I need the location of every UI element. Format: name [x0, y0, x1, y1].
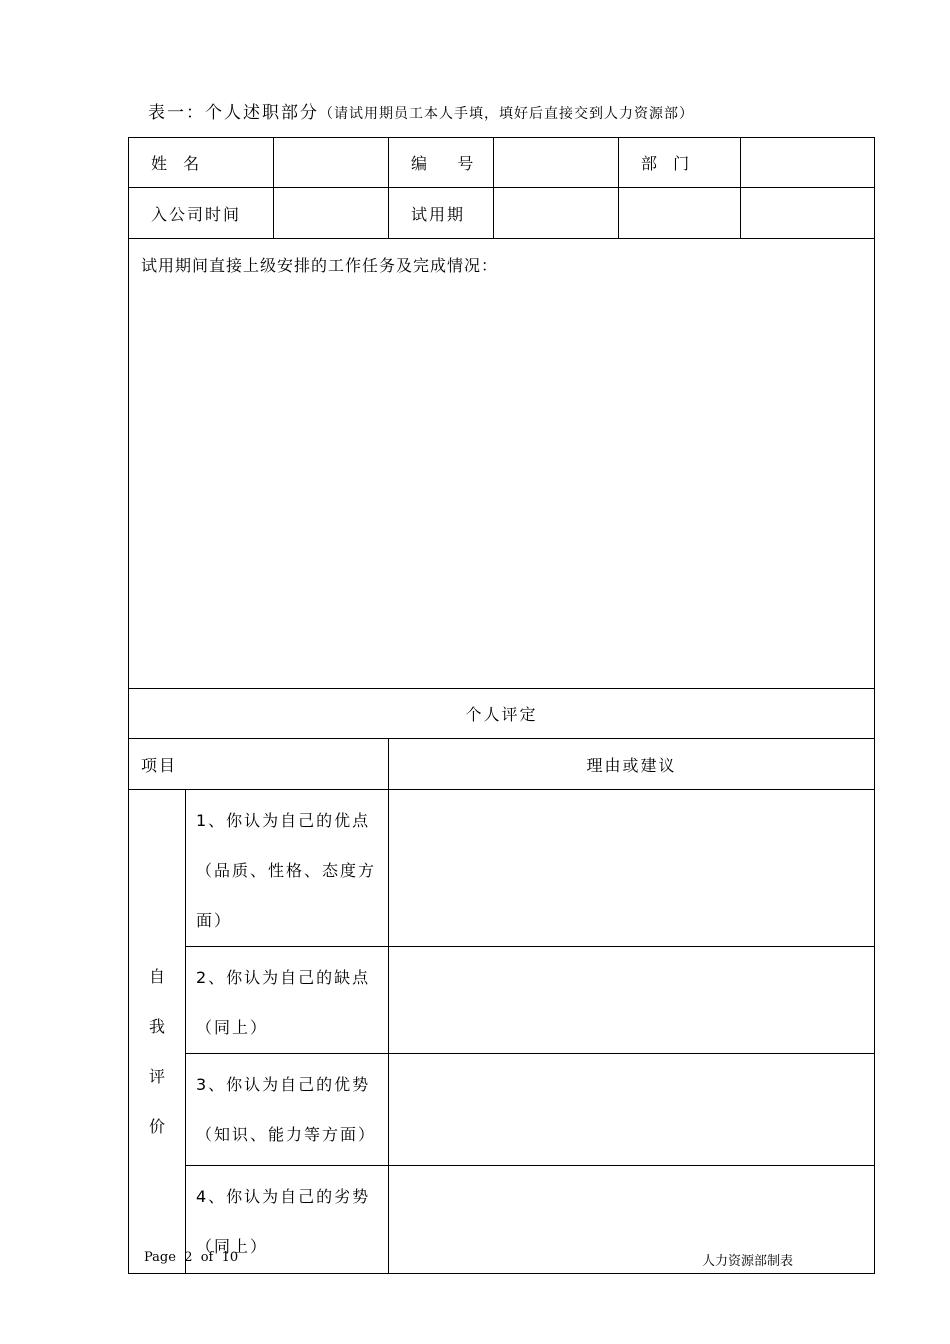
item-column-header: 项目: [129, 739, 389, 790]
number-field[interactable]: [494, 138, 619, 188]
answer-weaknesses[interactable]: [389, 947, 875, 1054]
empty-cell-a[interactable]: [619, 188, 741, 239]
probation-label: 试用期: [389, 188, 494, 239]
reason-column-header: 理由或建议: [389, 739, 875, 790]
join-date-field[interactable]: [274, 188, 389, 239]
answer-disadvantages[interactable]: [389, 1166, 875, 1274]
join-date-label: 入公司时间: [129, 188, 274, 239]
self-eval-char: 我: [148, 1016, 165, 1036]
self-eval-char: 评: [148, 1066, 165, 1086]
question-row-3: [129, 1054, 875, 1166]
form-title: [148, 98, 694, 123]
question-row-2: [129, 947, 875, 1054]
evaluation-title-row: [129, 689, 875, 739]
evaluation-title: 个人评定: [129, 689, 875, 739]
question-row-1: [129, 790, 875, 947]
answer-strengths[interactable]: [389, 790, 875, 947]
question-weaknesses: 2、你认为自己的缺点（同上）: [186, 947, 389, 1054]
header-row-2: [129, 188, 875, 239]
self-evaluation-label: [129, 790, 186, 1274]
form-title-instruction: （请试用期员工本人手填，填好后直接交到人力资源部）: [319, 106, 694, 122]
question-strengths: 1、你认为自己的优点（品质、性格、态度方面）: [186, 790, 389, 947]
self-report-form: [128, 137, 875, 1274]
footer-maker: 人力资源部制表: [702, 1254, 794, 1269]
name-field[interactable]: [274, 138, 389, 188]
probation-field[interactable]: [494, 188, 619, 239]
number-label: 编 号: [389, 138, 494, 188]
answer-advantages[interactable]: [389, 1054, 875, 1166]
empty-cell-b[interactable]: [741, 188, 875, 239]
tasks-area[interactable]: [129, 239, 875, 689]
self-eval-char: 自: [148, 966, 165, 986]
header-row-1: [129, 138, 875, 188]
name-label: 姓 名: [129, 138, 274, 188]
evaluation-header-row: [129, 739, 875, 790]
dept-field[interactable]: [741, 138, 875, 188]
tasks-row: [129, 239, 875, 689]
tasks-label: 试用期间直接上级安排的工作任务及完成情况：: [141, 256, 499, 275]
dept-label: 部 门: [619, 138, 741, 188]
form-title-main: 表一：个人述职部分: [148, 103, 319, 123]
page-number: Page 2 of 10: [144, 1250, 239, 1265]
self-eval-char: 价: [148, 1116, 165, 1136]
question-advantages: 3、你认为自己的优势（知识、能力等方面）: [186, 1054, 389, 1166]
question-disadvantages: 4、你认为自己的劣势（同上）: [186, 1166, 389, 1274]
